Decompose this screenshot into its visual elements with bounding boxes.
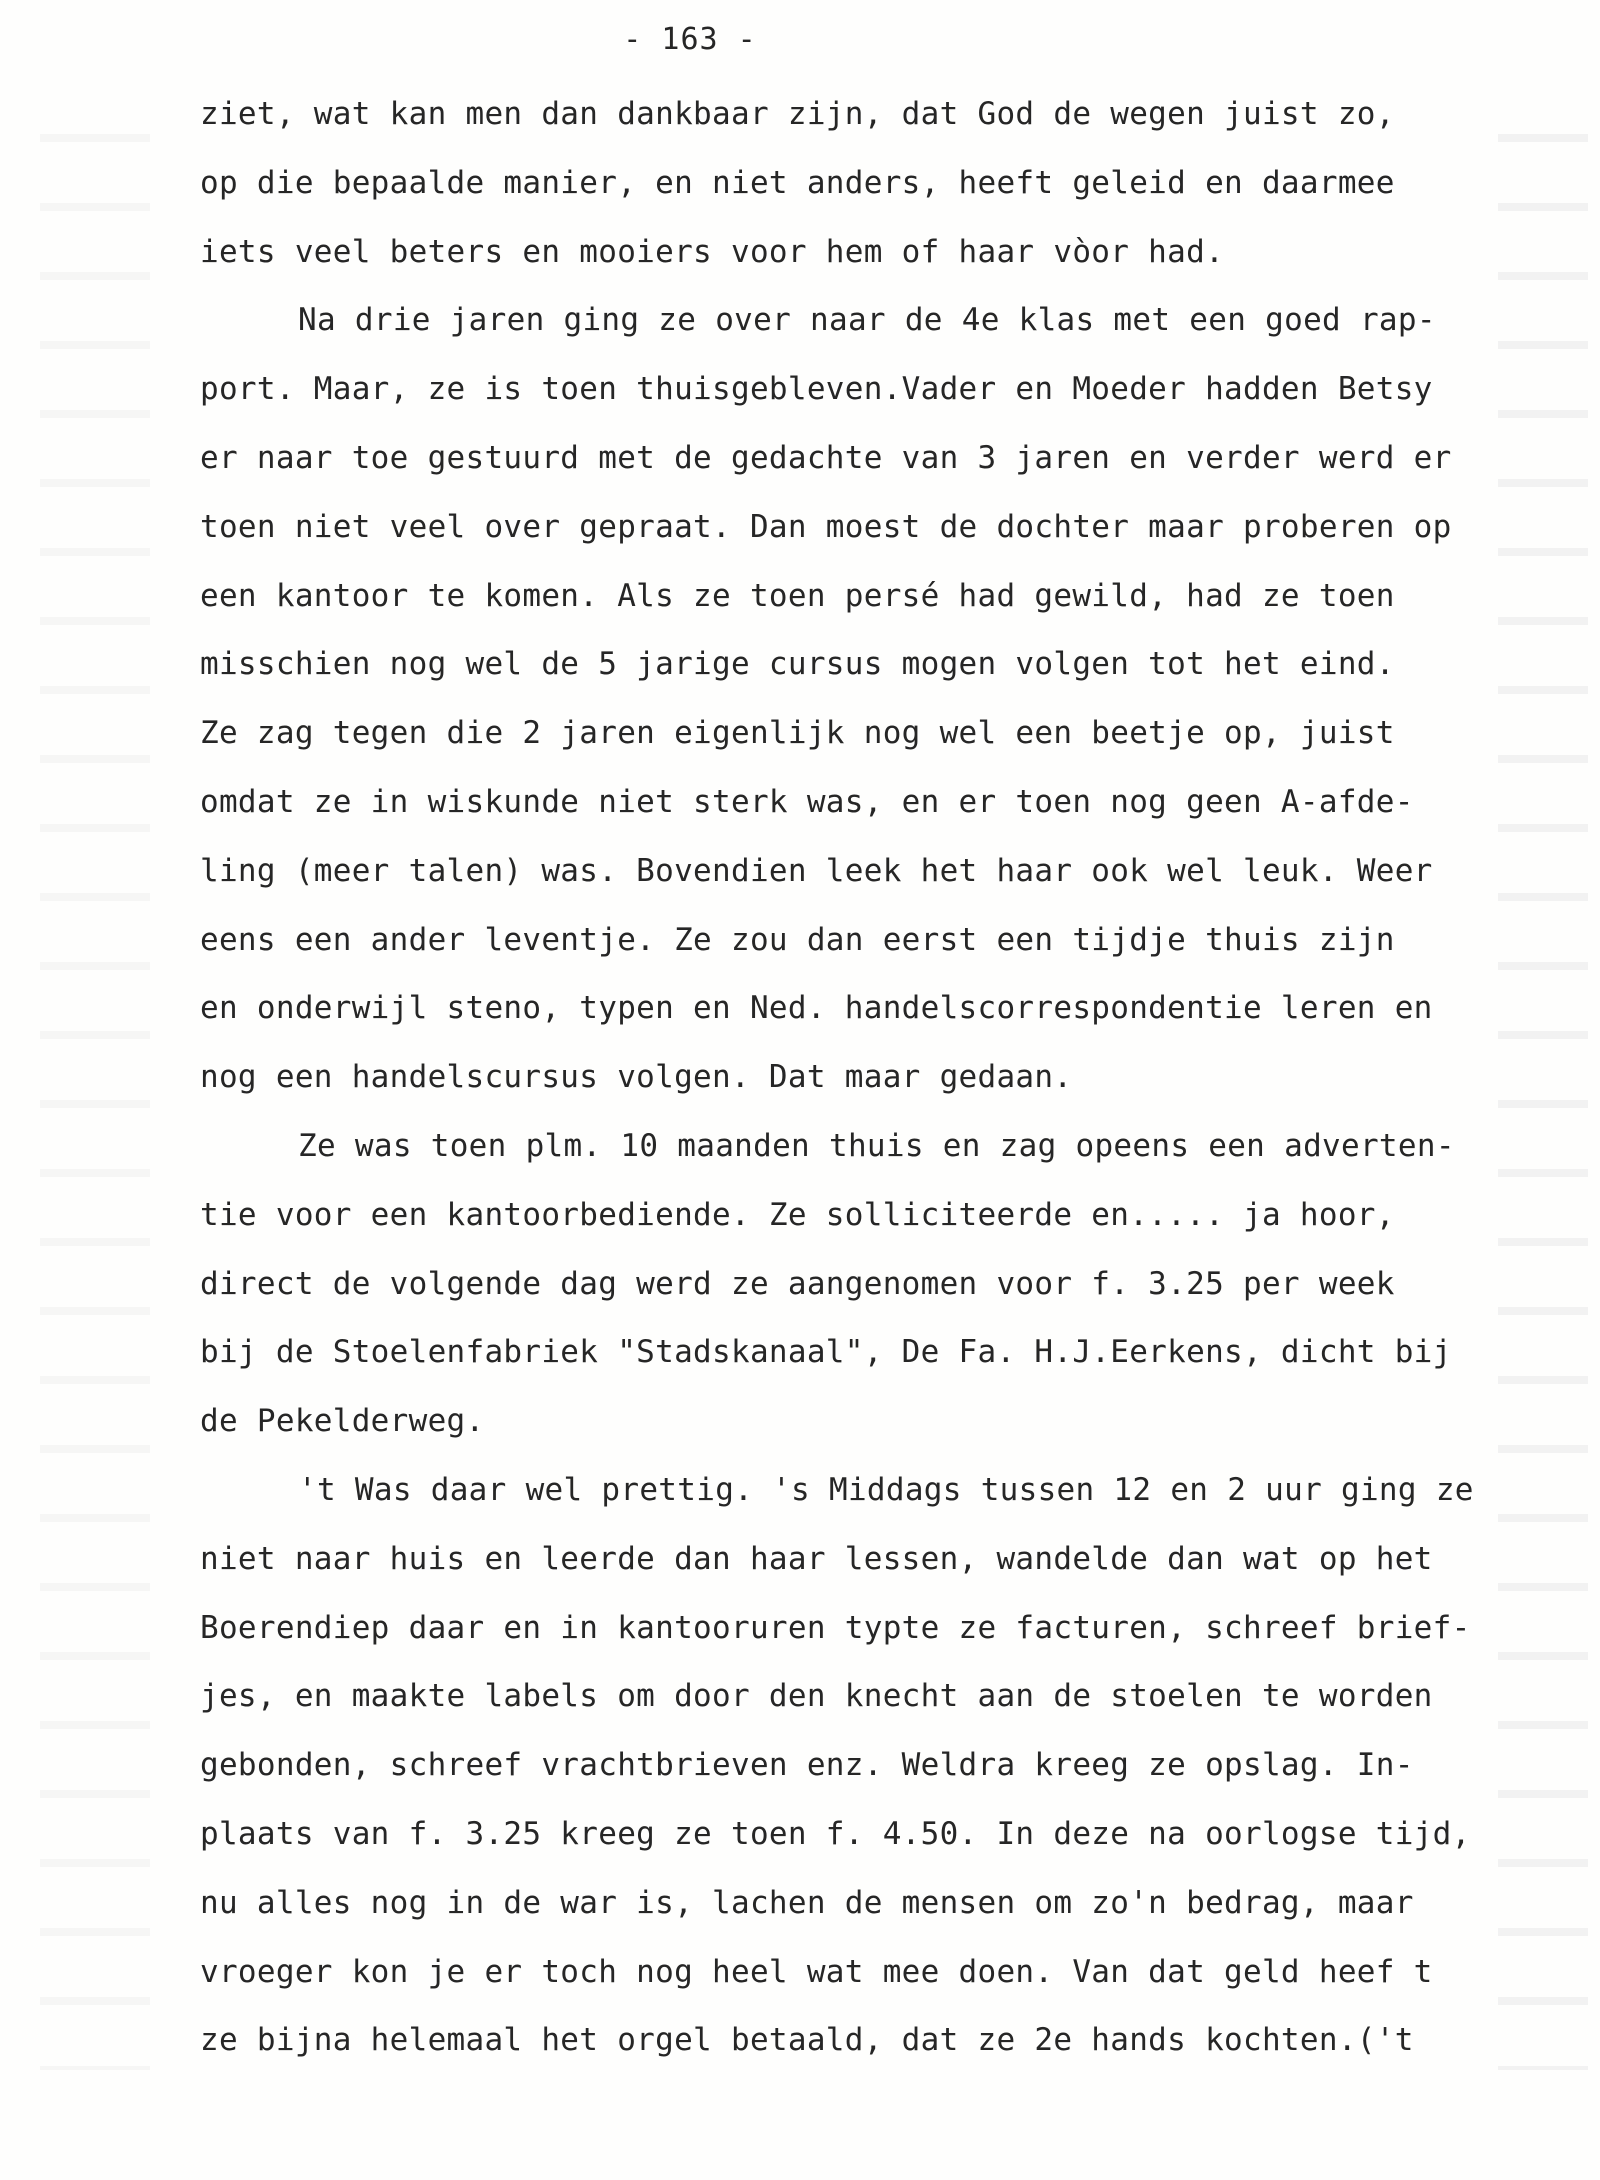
text-line: vroeger kon je er toch nog heel wat mee doen. Van dat geld heef t: [200, 1953, 1433, 1990]
text-line: een kantoor te komen. Als ze toen persé had gewild, had ze toen: [200, 577, 1395, 614]
text-line: toen niet veel over gepraat. Dan moest de dochter maar proberen op: [200, 508, 1452, 545]
text-line: eens een ander leventje. Ze zou dan eerst een tijdje thuis zijn: [200, 921, 1395, 958]
text-line: de Pekelderweg.: [200, 1403, 485, 1440]
text-line: tie voor een kantoorbediende. Ze solliciteerde en..... ja hoor,: [200, 1196, 1395, 1233]
text-line: Na drie jaren ging ze over naar de 4e klas met een goed rap-: [298, 302, 1436, 339]
text-line: nu alles nog in de war is, lachen de mensen om zo'n bedrag, maar: [200, 1884, 1414, 1921]
text-line: port. Maar, ze is toen thuisgebleven.Vader en Moeder hadden Betsy: [200, 371, 1433, 408]
text-line: 't Was daar wel prettig. 's Middags tussen 12 en 2 uur ging ze: [298, 1471, 1474, 1508]
text-line: niet naar huis en leerde dan haar lessen, wandelde dan wat op het: [200, 1540, 1433, 1577]
page-number: - 163 -: [623, 22, 757, 57]
text-line: plaats van f. 3.25 kreeg ze toen f. 4.50. In deze na oorlogse tijd,: [200, 1815, 1471, 1852]
text-line: gebonden, schreef vrachtbrieven enz. Weldra kreeg ze opslag. In-: [200, 1747, 1414, 1784]
show-through-left: [40, 90, 150, 2070]
text-line: ze bijna helemaal het orgel betaald, dat ze 2e hands kochten.('t: [200, 2022, 1414, 2059]
text-line: er naar toe gestuurd met de gedachte van 3 jaren en verder werd er: [200, 439, 1452, 476]
text-line: ziet, wat kan men dan dankbaar zijn, dat God de wegen juist zo,: [200, 96, 1395, 132]
text-line: nog een handelscursus volgen. Dat maar gedaan.: [200, 1059, 1073, 1096]
text-line: misschien nog wel de 5 jarige cursus mogen volgen tot het eind.: [200, 646, 1395, 683]
body-text: [200, 94, 1590, 2089]
text-line: jes, en maakte labels om door den knecht aan de stoelen te worden: [200, 1678, 1433, 1715]
text-line: op die bepaalde manier, en niet anders, heeft geleid en daarmee: [200, 164, 1395, 201]
text-line: en onderwijl steno, typen en Ned. handelscorrespondentie leren en: [200, 990, 1433, 1027]
text-line: direct de volgende dag werd ze aangenomen voor f. 3.25 per week: [200, 1265, 1395, 1302]
text-line: iets veel beters en mooiers voor hem of haar vòor had.: [200, 233, 1225, 270]
text-line: omdat ze in wiskunde niet sterk was, en er toen nog geen A-afde-: [200, 783, 1414, 820]
text-line: bij de Stoelenfabriek "Stadskanaal", De Fa. H.J.Eerkens, dicht bij: [200, 1334, 1452, 1371]
text-line: ling (meer talen) was. Bovendien leek het haar ook wel leuk. Weer: [200, 852, 1433, 889]
text-line: Ze zag tegen die 2 jaren eigenlijk nog wel een beetje op, juist: [200, 715, 1395, 752]
text-line: Boerendiep daar en in kantooruren typte ze facturen, schreef brief-: [200, 1609, 1471, 1646]
text-line: Ze was toen plm. 10 maanden thuis en zag opeens een adverten-: [298, 1127, 1455, 1164]
